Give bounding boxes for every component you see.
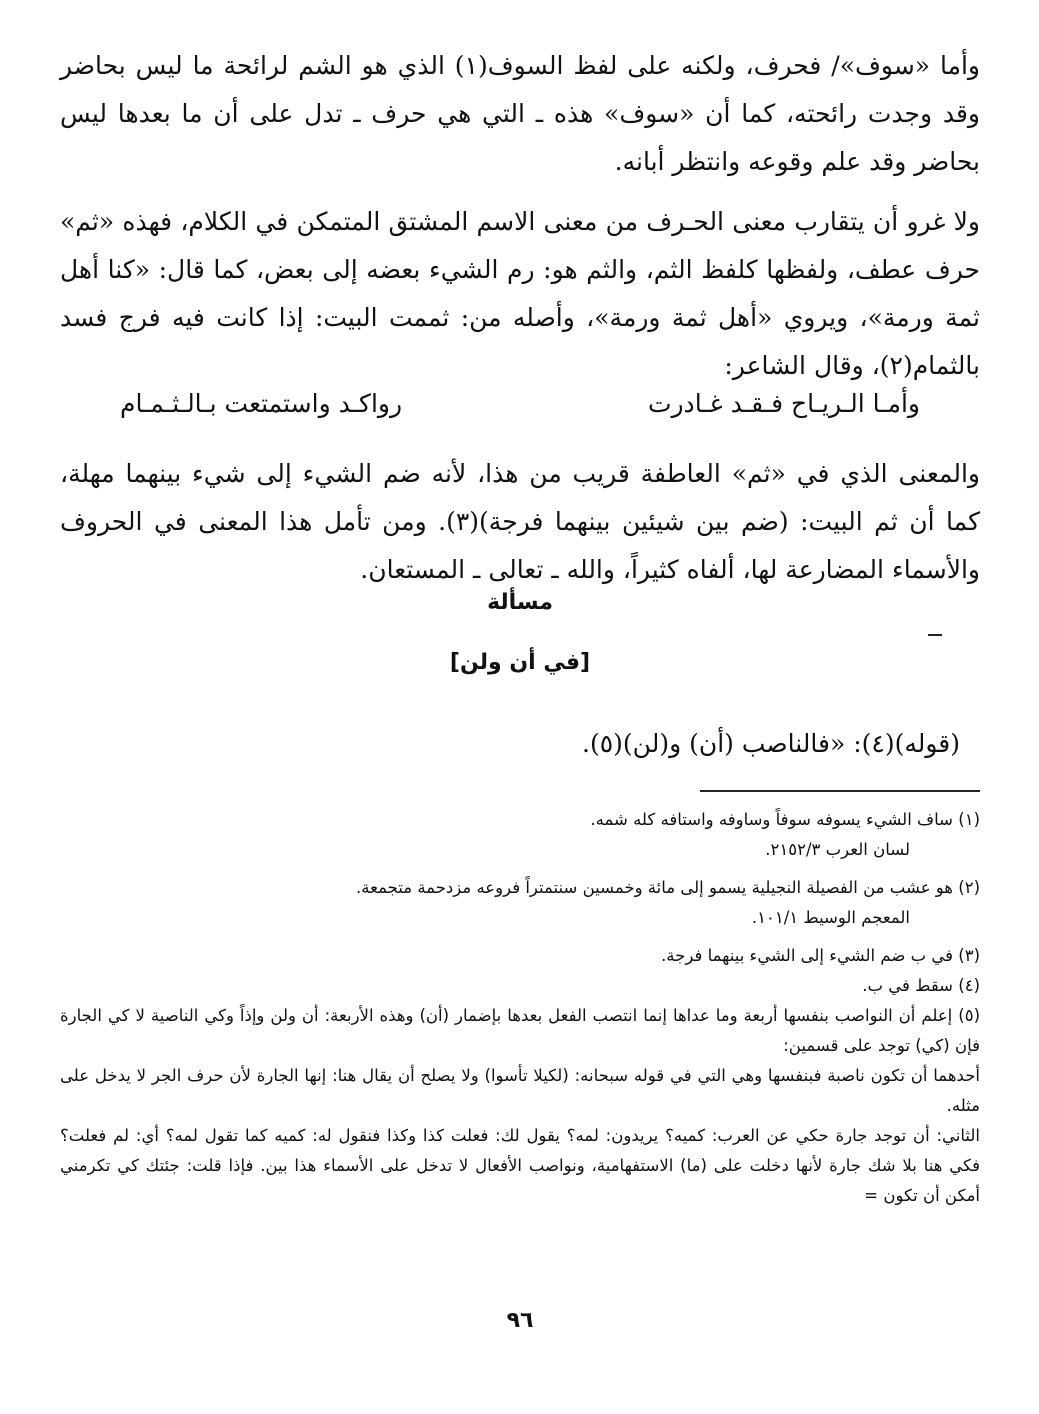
footnote-5: (٥) إعلم أن النواصب بنفسها أربعة وما عداها إنما انتصب الفعل بعدها بإضمار (أن) وهذه الأربعة: أن ولن وإذاً وكي الناصية لا كي الجارة فإن (كي) توجد على قسمين: <box>60 1006 980 1055</box>
page-number: ٩٦ <box>506 1308 534 1333</box>
section-heading: مسألة <box>487 590 553 615</box>
poetry-verse <box>120 380 920 428</box>
paragraph-meaning: والمعنى الذي في «ثم» العاطفة قريب من هذا، لأنه ضم الشيء إلى شيء بينهما مهلة، كما أن ثم البيت: (ضم بين شيئين بينهما فرجة)(٣). ومن تأمل هذا المعنى في الحروف والأسماء المضارعة لها، ألفاه كثيراً، والله ـ تعالى ـ المستعان. <box>60 459 980 584</box>
quoted-statement: (قوله)(٤): «فالناصب (أن) و(لن)(٥). <box>582 729 960 758</box>
book-page <box>60 30 980 1370</box>
footnote-1: (١) ساف الشيء يسوفه سوفاً وساوفه واستافه كله شمه. <box>590 810 980 829</box>
footnote-2-reference: المعجم الوسيط ١٠١/١. <box>751 908 910 927</box>
footnote-separator <box>700 790 980 792</box>
margin-mark <box>928 634 942 636</box>
verse-second-hemistich: رواكـد واستمتعت بـالـثـمـام <box>120 389 403 418</box>
footnotes <box>60 805 980 1211</box>
paragraph-thumma: ولا غرو أن يتقارب معنى الحـرف من معنى الاسم المشتق المتمكن في الكلام، فهذه «ثم» حرف عطف، ولفظها كلفظ الثم، والثم هو: رم الشيء بعضه إلى بعض، كما قال: «كنا أهل ثمة ورمة»، ويروي «أهل ثمة ورمة»، وأصله من: ثممت البيت: إذا كانت فيه فرج فسد بالثمام(٢)، وقال الشاعر: <box>60 207 980 380</box>
subsection-heading: [في أن ولن] <box>449 650 591 675</box>
footnote-1-reference: لسان العرب ٢١٥٢/٣. <box>765 840 910 859</box>
verse-first-hemistich: وأمـا الـريـاح فـقـد غـادرت <box>647 389 920 418</box>
footnote-3: (٣) في ب ضم الشيء إلى الشيء بينهما فرجة. <box>661 946 980 965</box>
paragraph-sawfa: وأما «سوف»/ فحرف، ولكنه على لفظ السوف(١) الذي هو الشم لرائحة ما ليس بحاضر وقد وجدت رائحته، كما أن «سوف» هذه ـ التي هي حرف ـ تدل على أن ما بعدها ليس بحاضر وقد علم وقوعه وانتظر أبانه. <box>60 51 980 176</box>
footnote-2: (٢) هو عشب من الفصيلة النجيلية يسمو إلى مائة وخمسين سنتمتراً فروعه مزدحمة متجمعة. <box>356 878 980 897</box>
footnote-4: (٤) سقط في ب. <box>862 976 980 995</box>
footnote-5-continued-2: الثاني: أن توجد جارة حكي عن العرب: كميه؟ يريدون: لمه؟ يقول لك: فعلت كذا وكذا فنقول له: كميه كما تقول لمه؟ أي: لم فعلت؟ فكي هنا بلا شك جارة لأنها دخلت على (ما) الاستفهامية، ونواصب الأفعال لا تدخل على الأسماء هذا بين. فإذا قلت: جئتك كي تكرمني أمكن أن تكون = <box>60 1126 980 1205</box>
footnote-5-continued-1: أحدهما أن تكون ناصبة فبنفسها وهي التي في قوله سبحانه: (لكيلا تأسوا) ولا يصلح أن يقال هنا: إنها الجارة لأن حرف الجر لا يدخل على مثله. <box>60 1066 980 1115</box>
